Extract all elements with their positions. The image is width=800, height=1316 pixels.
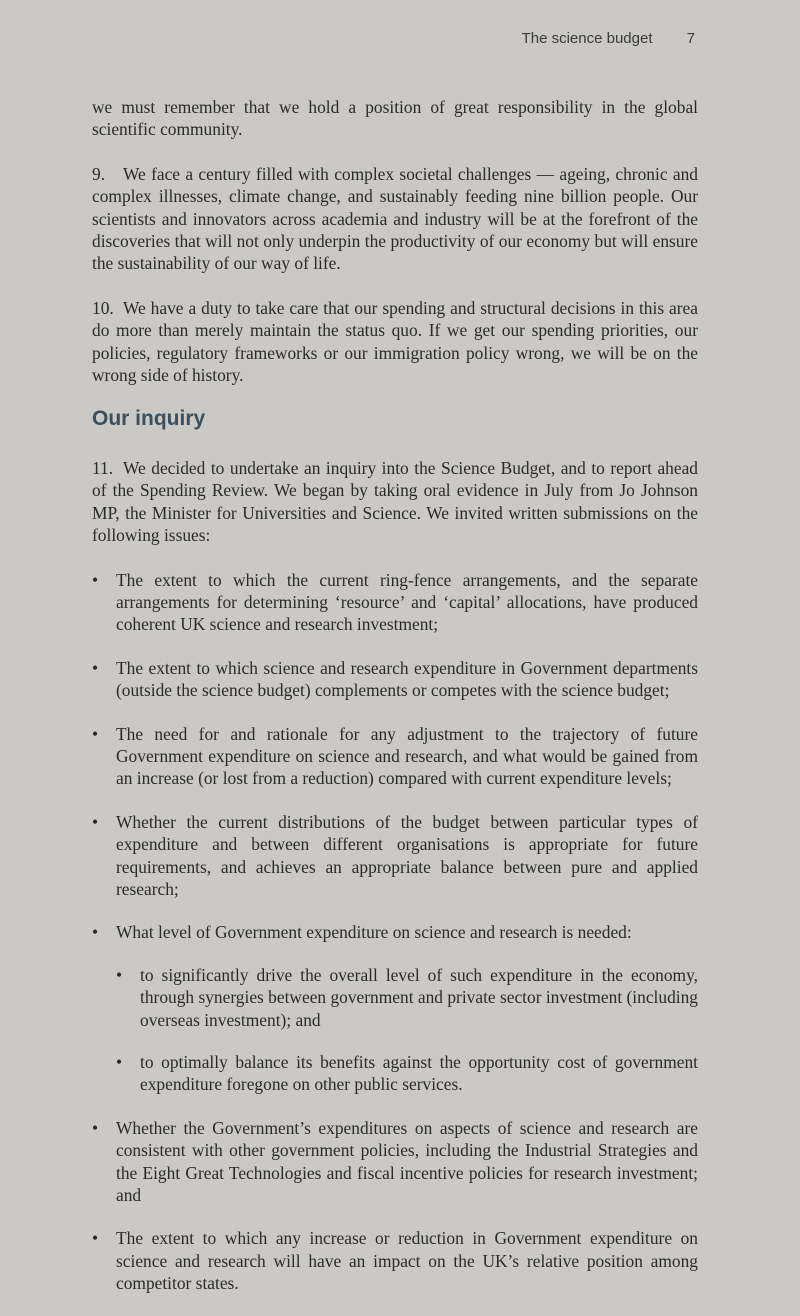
paragraph-9: [92, 163, 698, 275]
intro-paragraph: we must remember that we hold a position of great responsibility in the global scientific community.: [92, 97, 698, 140]
document-body: [92, 96, 698, 1316]
list-item: • Whether the Government’s expenditures on aspects of science and research are consistent with other government policies, including the Industrial Strategies and the Eight Great Technologies and fiscal incentive policies for research investment; and: [92, 1117, 698, 1207]
paragraph-number: 10.: [92, 297, 114, 318]
sub-list-item: • to optimally balance its benefits against the opportunity cost of government expenditure foregone on other public services.: [116, 1051, 698, 1096]
list-item-with-sublist: [92, 921, 698, 1095]
paragraph-text: We face a century filled with complex societal challenges — ageing, chronic and complex illnesses, climate change, and sustainably feeding nine billion people. Our scientists and innovators across academia and industry will be at the forefront of the discoveries that will not only underpin the productivity of our economy but will ensure the sustainability of our way of life.: [92, 163, 698, 274]
paragraph-10: [92, 297, 698, 387]
section-heading: Our inquiry: [92, 407, 206, 431]
page-header: [522, 30, 695, 47]
paragraph-number: 9.: [92, 163, 106, 184]
list-item: • The extent to which the current ring-fence arrangements, and the separate arrangements for determining ‘resource’ and ‘capital’ allocations, have produced coherent UK science and research investment;: [92, 569, 698, 636]
issues-list: [92, 569, 698, 1295]
list-item: • The need for and rationale for any adjustment to the trajectory of future Government expenditure on science and research, and what would be gained from an increase (or lost from a reduction) compared with current expenditure levels;: [92, 723, 698, 790]
page-number: 7: [686, 30, 695, 47]
sub-issues-list: [116, 964, 698, 1096]
list-item: • Whether the current distributions of the budget between particular types of expenditure and between different organisations is appropriate for future requirements, and achieves an appropriate balance between pure and applied research;: [92, 811, 698, 901]
paragraph-text: We have a duty to take care that our spending and structural decisions in this area do more than merely maintain the status quo. If we get our spending priorities, our policies, regulatory frameworks or our immigration policy wrong, we will be on the wrong side of history.: [92, 297, 698, 386]
running-title: The science budget: [521, 30, 653, 47]
paragraph-text: We decided to undertake an inquiry into the Science Budget, and to report ahead of the Spending Review. We began by taking oral evidence in July from Jo Johnson MP, the Minister for Universities and Science. We invited written submissions on the following issues:: [92, 457, 698, 546]
paragraph-number: 11.: [92, 457, 114, 478]
list-item: • The extent to which science and research expenditure in Government departments (outside the science budget) complements or competes with the science budget;: [92, 657, 698, 702]
list-item-text: What level of Government expenditure on science and research is needed:: [116, 922, 632, 943]
list-item: • The extent to which any increase or reduction in Government expenditure on science and research will have an impact on the UK’s relative position among competitor states.: [92, 1227, 698, 1294]
sub-list-item: • to significantly drive the overall level of such expenditure in the economy, through synergies between government and private sector investment (including overseas investment); and: [116, 964, 698, 1031]
paragraph-11: [92, 457, 698, 547]
